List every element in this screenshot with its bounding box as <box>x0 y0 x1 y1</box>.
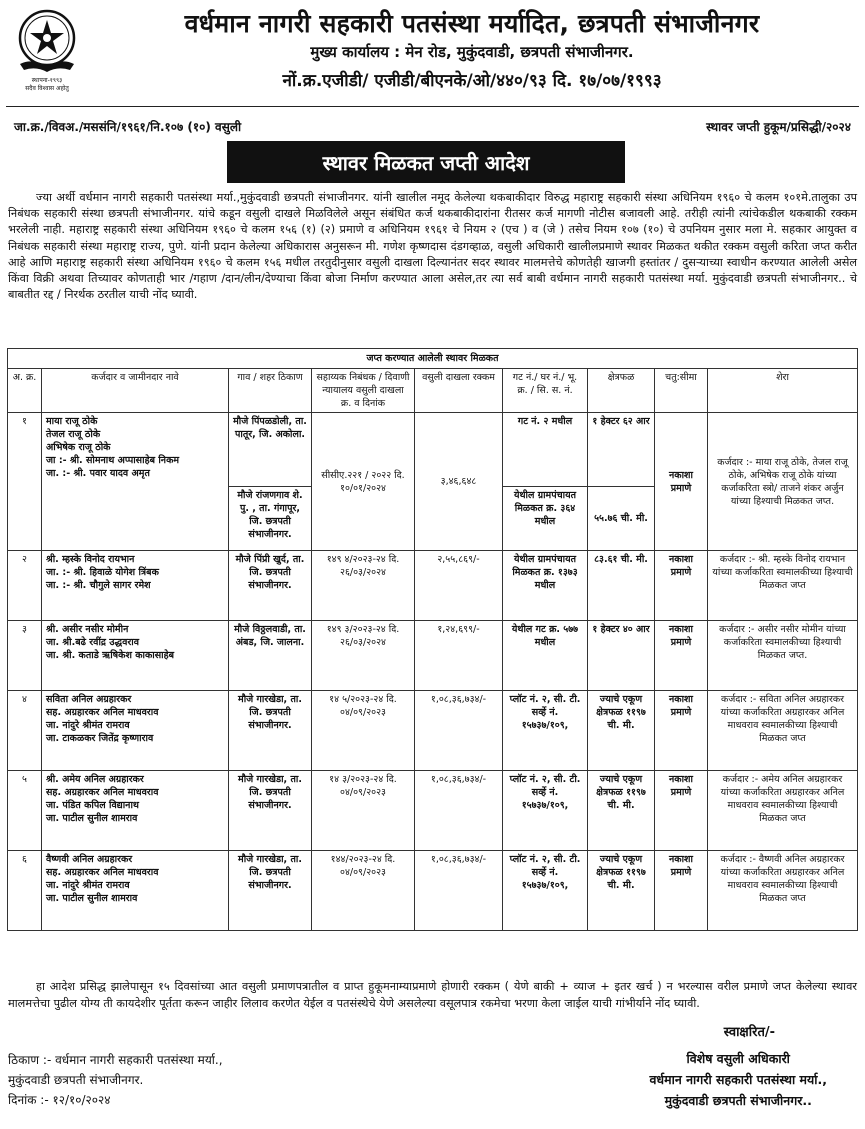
society-logo <box>12 8 82 94</box>
borrower-names <box>42 771 229 851</box>
borrower-name: वैष्णवी अनिल अग्रहारकर <box>46 854 133 865</box>
place-line: ठिकाण :- वर्धमान नागरी सहकारी पतसंस्था मर्या., <box>8 1053 223 1067</box>
village: मौजे गारखेडा, ता. जि. छत्रपती संभाजीनगर. <box>229 771 312 851</box>
notice-title: स्थावर मिळकत जप्ती आदेश <box>227 141 625 183</box>
area: ८३.६१ ची. मी. <box>588 551 655 621</box>
guarantor-name: जा. टाकळकर जितेंद्र कृष्णाराव <box>46 733 154 744</box>
area: १ हेक्टर ४० आर <box>588 621 655 691</box>
amount: २,५५,८६९/- <box>415 551 503 621</box>
boundary: नकाशा प्रमाणे <box>655 621 708 691</box>
borrower-names <box>42 551 229 621</box>
officer-organization: वर्धमान नागरी सहकारी पतसंस्था मर्या., <box>649 1072 827 1087</box>
issue-date: दिनांक :- १२/१०/२०२४ <box>8 1093 111 1107</box>
column-header: शेरा <box>708 369 858 413</box>
certificate: १४ ३/२०२३-२४ दि. ०४/०९/२०२३ <box>312 771 415 851</box>
signature-block <box>649 1048 827 1111</box>
table-row <box>8 551 858 621</box>
boundary: नकाशा प्रमाणे <box>655 413 708 551</box>
table-caption: जप्त करण्यात आलेली स्थावर मिळकत <box>8 349 858 369</box>
guarantor-name: जा. पाटील सुनील शामराव <box>46 893 138 904</box>
plot-number: प्लॉट नं. २, सी. टी. सर्व्हे नं. १५७३७/१०९, <box>503 851 588 931</box>
certificate: १४९ ३/२०२३-२४ दि. २६/०३/२०२४ <box>312 621 415 691</box>
header-divider <box>6 106 859 107</box>
borrower-names <box>42 413 229 551</box>
guarantor-name: जा. पाटील सुनील शामराव <box>46 813 138 824</box>
village: मौजे पिंपळडोली, ता. पातूर, जि. अकोला. <box>229 413 312 487</box>
borrower-names <box>42 691 229 771</box>
serial-number: १ <box>8 413 42 551</box>
certificate: १४४/२०२३-२४ दि. ०४/०९/२०२३ <box>312 851 415 931</box>
remarks: कर्जदार :- सविता अनिल अग्रहारकर यांच्या कर्जाकरिता अग्रहारकर अनिल माधवराव स्वमालकीच्या हिश्याची मिळकत जप्त <box>708 691 858 771</box>
column-header: चतु:सीमा <box>655 369 708 413</box>
footer-paragraph: हा आदेश प्रसिद्ध झालेपासून १५ दिवसांच्या आत वसुली प्रमाणपत्रातील व प्राप्त हुकूमनाम्याप्रमाणे होणारी रक्कम ( येणे बाकी + व्याज + इतर खर्च ) न भरल्यास वरील प्रमाणे जप्त केलेल्या स्थावर मालमत्तेचा पुढील योग्य ती कायदेशीर पूर्तता करून जाहीर लिलाव करणेत येईल व पतसंस्थेचे येणे असलेल्या वसूलपात्र रकमेचा भरणा केला जाईल याची गांभीर्याने नोंद घ्यावी. <box>8 980 857 1010</box>
column-header: गट नं./ घर नं./ भू. क्र. / सि. स. नं. <box>503 369 588 413</box>
certificate: १४९ ४/२०२३-२४ दि. २६/०३/२०२४ <box>312 551 415 621</box>
boundary: नकाशा प्रमाणे <box>655 551 708 621</box>
borrower-name: श्री. असीर नसीर मोमीन <box>46 624 129 635</box>
serial-number: ३ <box>8 621 42 691</box>
organization-name: वर्धमान नागरी सहकारी पतसंस्था मर्यादित, छत्रपती संभाजीनगर <box>184 9 760 38</box>
table-row <box>8 771 858 851</box>
village: मौजे पिंप्री खुर्द, ता. जि. छत्रपती संभाजीनगर. <box>229 551 312 621</box>
signed-label: स्वाक्षरित/- <box>723 1025 775 1040</box>
serial-number: ६ <box>8 851 42 931</box>
certificate: सीसीए.२२१ / २०२२ दि. १०/०१/२०२४ <box>312 413 415 551</box>
guarantor-name: जा. नांदुरे श्रीमंत रामराव <box>46 880 130 891</box>
area: ज्याचे एकूण क्षेत्रफळ ११९७ ची. मी. <box>588 771 655 851</box>
order-reference: स्थावर जप्ती हुकूम/प्रसिद्धी/२०२४ <box>706 120 851 134</box>
guarantor-name: जा. :- श्री. पवार यादव अमृत <box>46 468 150 479</box>
svg-text:स्थापना-१९९३: स्थापना-१९९३ <box>31 77 63 84</box>
svg-text:सदैव विश्वास अहोतु: सदैव विश्वास अहोतु <box>25 85 69 92</box>
column-header: सहाय्यक निबंधक / दिवाणी न्यायालय वसुली दाखला क्र. व दिनांक <box>312 369 415 413</box>
column-header: अ. क्र. <box>8 369 42 413</box>
remarks: कर्जदार :- अमेय अनिल अग्रहारकर यांच्या कर्जाकरिता अग्रहारकर अनिल माधवराव स्वमालकीच्या हिश्याची मिळकत जप्त <box>708 771 858 851</box>
officer-place: मुकुंदवाडी छत्रपती संभाजीनगर.. <box>664 1093 812 1108</box>
boundary: नकाशा प्रमाणे <box>655 771 708 851</box>
remarks: कर्जदार :- माया राजू ठोके, तेजल राजू ठोके, अभिषेक राजू ठोके यांच्या कर्जाकरिता स्त्रो/ ताजने शंकर अर्जुन यांच्या हिश्याची मिळकत जप्त. <box>708 413 858 551</box>
co-borrower-name: सह. अग्रहारकर अनिल माधवराव <box>46 867 159 878</box>
borrower-name: तेजल राजू ठोके <box>46 429 101 440</box>
area: ज्याचे एकूण क्षेत्रफळ ११९७ ची. मी. <box>588 691 655 771</box>
amount: १,०८,३६,७३४/- <box>415 851 503 931</box>
table-row <box>8 691 858 771</box>
plot-number: प्लॉट नं. २, सी. टी. सर्व्हे नं. १५७३७/१०९, <box>503 691 588 771</box>
village: मौजे गारखेडा, ता. जि. छत्रपती संभाजीनगर. <box>229 691 312 771</box>
borrower-name: श्री. अमेय अनिल अग्रहारकर <box>46 774 144 785</box>
column-header: कर्जदार व जामीनदार नावे <box>42 369 229 413</box>
organization-address: मुख्य कार्यालय : मेन रोड, मुकुंदवाडी, छत्रपती संभाजीनगर. <box>310 43 634 61</box>
serial-number: २ <box>8 551 42 621</box>
attached-property-table <box>7 348 858 931</box>
logo-emblem-icon <box>12 8 82 94</box>
registration-number: नों.क्र.एजीडी/ एजीडी/बीएनके/ओ/४४०/९३ दि. १७/०७/१९९३ <box>282 71 662 91</box>
certificate: १४ ५/२०२३-२४ दि. ०४/०९/२०२३ <box>312 691 415 771</box>
remarks: कर्जदार :- वैष्णवी अनिल अग्रहारकर यांच्या कर्जाकरिता अग्रहारकर अनिल माधवराव स्वमालकीच्या हिश्याची मिळकत जप्त <box>708 851 858 931</box>
amount: १,०८,३६,७३४/- <box>415 691 503 771</box>
guarantor-name: जा. श्री. कताडे ऋषिकेश काकासाहेब <box>46 650 175 661</box>
column-header: वसुली दाखला रक्कम <box>415 369 503 413</box>
amount: १,२४,६९९/- <box>415 621 503 691</box>
boundary: नकाशा प्रमाणे <box>655 851 708 931</box>
serial-number: ४ <box>8 691 42 771</box>
guarantor-name: जा. पंडित कपिल विद्यानाथ <box>46 800 139 811</box>
place-line: मुकुंदवाडी छत्रपती संभाजीनगर. <box>8 1073 144 1087</box>
remarks: कर्जदार :- श्री. म्हस्के विनोद रायभान यांच्या कर्जाकरिता स्वमालकीच्या हिश्याची मिळकत जप्त <box>708 551 858 621</box>
document-header <box>0 0 865 105</box>
table-header-row <box>8 369 858 413</box>
place-and-date <box>8 1050 223 1110</box>
amount: १,०८,३६,७३४/- <box>415 771 503 851</box>
guarantor-name: जा. श्री.बढे रवींद्र उद्धवराव <box>46 637 139 648</box>
plot-number: येथील ग्रामपंचायत मिळकत क्र. १३७३ मधील <box>503 551 588 621</box>
village: मौजे गारखेडा, ता. जि. छत्रपती संभाजीनगर. <box>229 851 312 931</box>
borrower-name: श्री. म्हस्के विनोद रायभान <box>46 554 135 565</box>
borrower-name: माया राजू ठोके <box>46 416 98 427</box>
village: मौजे विठ्ठलवाडी, ता. अंबड, जि. जालना. <box>229 621 312 691</box>
reference-number: जा.क्र./विवअ./मससंनि/१९६१/नि.१०७ (१०) वसुली <box>14 120 242 134</box>
area: ज्याचे एकूण क्षेत्रफळ ११९७ ची. मी. <box>588 851 655 931</box>
borrower-names <box>42 621 229 691</box>
plot-number: प्लॉट नं. २, सी. टी. सर्व्हे नं. १५७३७/१०९, <box>503 771 588 851</box>
column-header: गाव / शहर ठिकाण <box>229 369 312 413</box>
intro-paragraph: ज्या अर्थी वर्धमान नागरी सहकारी पतसंस्था मर्या.,मुकुंदवाडी छत्रपती संभाजीनगर. यांनी खालील नमूद केलेल्या थकबाकीदार विरुद्ध महाराष्ट्र सहकारी संस्था अधिनियम १९६० चे कलम १०१मे.तालुका उप निबंधक सहकारी संस्था छत्रपती संभाजीनगर. यांचे कडून वसुली दाखले मिळविलेले असून संबंधित कर्ज थकबाकीदारांना रीतसर कर्ज मागणी नोटीस बजावली आहे. तरीही त्यांनी त्यांचेकडील थकबाकी रक्कम भरलेली नाही. महाराष्ट्र सहकारी संस्था अधिनियम १९६० चे कलम १५६ (१) (२) प्रमाणे व अधिनियम १९६१ चे नियम २ (एच ) व (जे ) तसेच नियम १०७ (१०) चे उपनियम नुसार मला मे. सहकार आयुक्त व निबंधक सहकारी संस्था महाराष्ट्र राज्य, पुणे. यांनी प्रदान केलेल्या अधिकारास अनुसरून मी. गणेश कृष्णदास दंडगव्हाळ, वसुली अधिकारी खालीलप्रमाणे स्थावर मिळकत थकीत रक्कम वसुली करिता जप्त करीत आहे आणि महाराष्ट्र सहकारी संस्था अधिनियम १९६० चे कलम १५६ मधील तरतुदीनुसार वसुली दाखला दिल्यानंतर सदर स्थावर मालमत्तेचे कोणतेही खाजगी हस्तांतर / दुसऱ्याच्या स्वाधीन करण्यात आलेली असेल किंवा विक्री अथवा तिच्यावर कोणताही भार /गहाण /दान/लीन/देण्याचा किंवा बोजा निर्माण करण्यात आला असेल,तर त्या सर्व बाबी वर्धमान नागरी सहकारी पतसंस्था मर्या. मुकुंदवाडी छत्रपती संभाजीनगर.. चे बाबतीत रद्द / निरर्थक ठरतील याची नोंद घ्यावी. <box>8 191 857 302</box>
table-row <box>8 851 858 931</box>
table-row <box>8 621 858 691</box>
plot-number: येथील गट क्र. ५७७ मधील <box>503 621 588 691</box>
serial-number: ५ <box>8 771 42 851</box>
area: ५५.७६ ची. मी. <box>588 487 655 551</box>
guarantor-name: जा. नांदुरे श्रीमंत रामराव <box>46 720 130 731</box>
plot-number: गट नं. २ मधील <box>503 413 588 487</box>
guarantor-name: जा. :- श्री. हिवाळे योगेश त्रिंबक <box>46 567 159 578</box>
boundary: नकाशा प्रमाणे <box>655 691 708 771</box>
guarantor-name: जा :- श्री. सोमनाथ अप्पासाहेब निकम <box>46 455 180 466</box>
amount: ३,४६,६४८ <box>415 413 503 551</box>
column-header: क्षेत्रफळ <box>588 369 655 413</box>
guarantor-name: जा. :- श्री. चौगुले सागर रमेश <box>46 580 151 591</box>
area: १ हेक्टर ६२ आर <box>588 413 655 487</box>
co-borrower-name: सह. अग्रहारकर अनिल माधवराव <box>46 787 159 798</box>
officer-title: विशेष वसुली अधिकारी <box>686 1051 790 1066</box>
co-borrower-name: सह. अग्रहारकर अनिल माधवराव <box>46 707 159 718</box>
plot-number: येथील ग्रामपंचायत मिळकत क्र. ३६४ मधील <box>503 487 588 551</box>
borrower-name: सविता अनिल अग्रहारकर <box>46 694 132 705</box>
borrower-names <box>42 851 229 931</box>
borrower-name: अभिषेक राजू ठोके <box>46 442 111 453</box>
remarks: कर्जदार :- असीर नसीर मोमीन यांच्या कर्जाकरिता स्वमालकीच्या हिश्याची मिळकत जप्त. <box>708 621 858 691</box>
village: मौजे रांजणगाव शे. पु. , ता. गंगापूर, जि. छत्रपती संभाजीनगर. <box>229 487 312 551</box>
table-row <box>8 413 858 487</box>
